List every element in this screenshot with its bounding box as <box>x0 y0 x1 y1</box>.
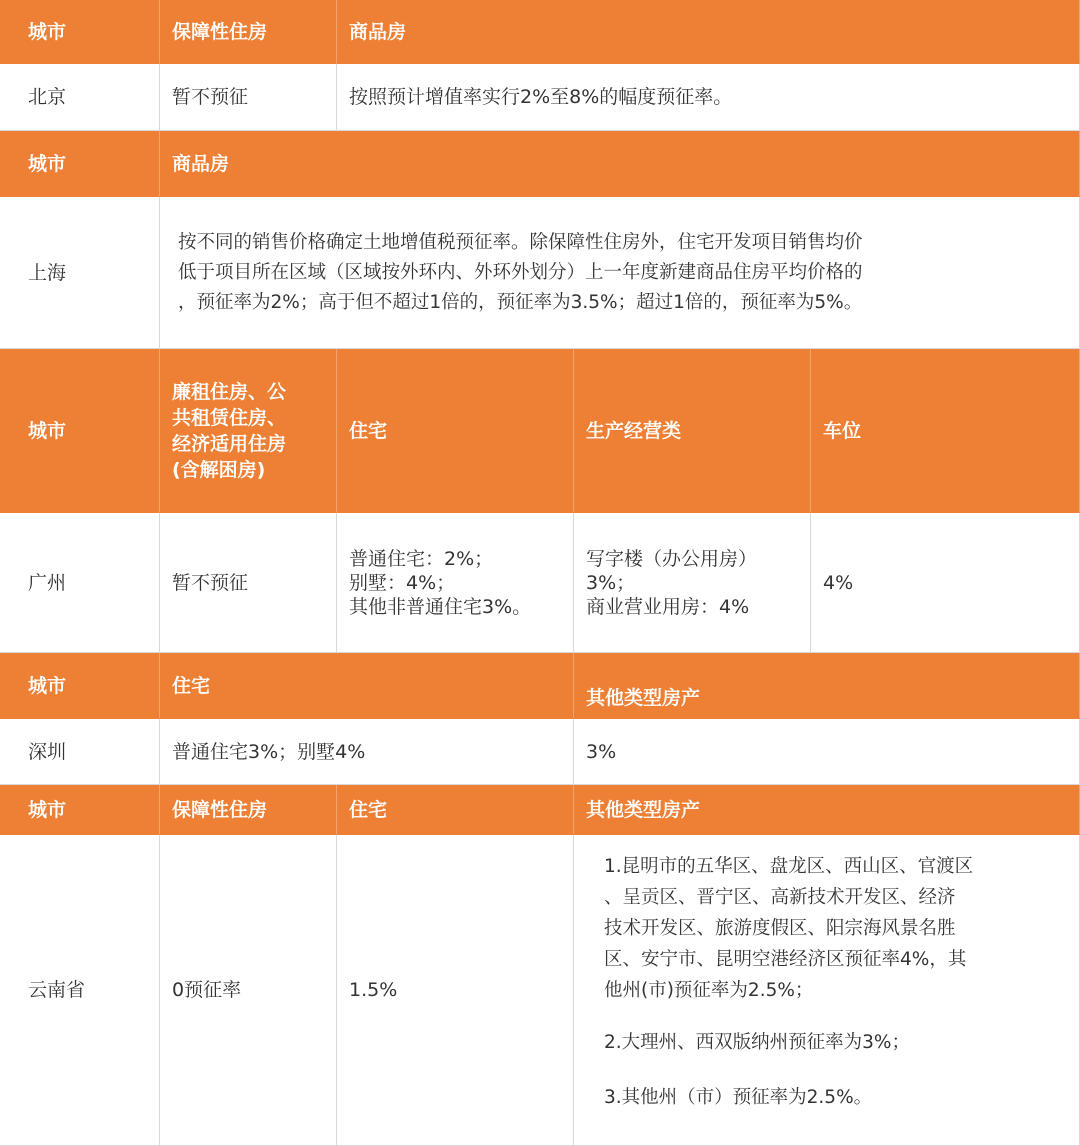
header-commercial-housing: 商品房 <box>337 0 1080 64</box>
yunnan-other-paragraph-1: 1.昆明市的五华区、盘龙区、西山区、官渡区 、呈贡区、晋宁区、高新技术开发区、经济 技术开发区、旅游度假区、阳宗海风景名胜 区、安宁市、昆明空港经济区预征率4%，其 他州(市)预征率为2.5%； <box>604 856 974 1001</box>
yunnan-other-rate <box>574 835 1080 1146</box>
header-residential: 住宅 <box>337 785 574 835</box>
yunnan-other-paragraph-3: 3.其他州（市）预征率为2.5%。 <box>604 1087 873 1108</box>
city-shanghai: 上海 <box>0 197 160 349</box>
guangzhou-business-rate: 写字楼（办公用房） 3%； 商业营业用房：4% <box>574 513 811 653</box>
header-city: 城市 <box>0 131 160 197</box>
header-affordable-housing: 保障性住房 <box>160 785 337 835</box>
yunnan-other-paragraph-2: 2.大理州、西双版纳州预征率为3%； <box>604 1032 911 1053</box>
yunnan-header-row <box>0 785 1080 835</box>
yunnan-residential-rate: 1.5% <box>337 835 574 1146</box>
guangzhou-row <box>0 513 1080 653</box>
shanghai-row <box>0 197 1080 349</box>
beijing-affordable-rate: 暂不预征 <box>160 64 337 131</box>
header-parking: 车位 <box>811 349 1080 513</box>
header-business-property: 生产经营类 <box>574 349 811 513</box>
guangzhou-header-row <box>0 349 1080 513</box>
beijing-row <box>0 64 1080 131</box>
yunnan-row <box>0 835 1080 1146</box>
city-shenzhen: 深圳 <box>0 719 160 785</box>
header-city: 城市 <box>0 785 160 835</box>
shenzhen-other-rate: 3% <box>574 719 1080 785</box>
header-city: 城市 <box>0 653 160 719</box>
beijing-header-row <box>0 0 1080 64</box>
city-guangzhou: 广州 <box>0 513 160 653</box>
yunnan-affordable-rate: 0预征率 <box>160 835 337 1146</box>
shenzhen-header-row <box>0 653 1080 719</box>
beijing-commercial-rate: 按照预计增值率实行2%至8%的幅度预征率。 <box>337 64 1080 131</box>
header-city: 城市 <box>0 0 160 64</box>
guangzhou-residential-rate: 普通住宅：2%； 别墅：4%； 其他非普通住宅3%。 <box>337 513 574 653</box>
guangzhou-low-rent-rate: 暂不预征 <box>160 513 337 653</box>
shanghai-commercial-rate: 按不同的销售价格确定土地增值税预征率。除保障性住房外，住宅开发项目销售均价 低于项目所在区域（区域按外环内、外环外划分）上一年度新建商品住房平均价格的 ，预征率为2%；高于但不超过1倍的，预征率为3.5%；超过1倍的，预征率为5%。 <box>160 197 1080 349</box>
shanghai-header-row <box>0 131 1080 197</box>
header-residential: 住宅 <box>337 349 574 513</box>
city-beijing: 北京 <box>0 64 160 131</box>
header-residential: 住宅 <box>160 653 574 719</box>
shenzhen-row <box>0 719 1080 785</box>
header-commercial-housing: 商品房 <box>160 131 1080 197</box>
shenzhen-residential-rate: 普通住宅3%；别墅4% <box>160 719 574 785</box>
header-other-property: 其他类型房产 <box>574 785 1080 835</box>
guangzhou-parking-rate: 4% <box>811 513 1080 653</box>
header-city: 城市 <box>0 349 160 513</box>
header-affordable-housing: 保障性住房 <box>160 0 337 64</box>
header-other-property: 其他类型房产 <box>574 653 1080 719</box>
header-low-rent-housing: 廉租住房、公 共租赁住房、 经济适用住房 (含解困房) <box>160 349 337 513</box>
city-yunnan: 云南省 <box>0 835 160 1146</box>
